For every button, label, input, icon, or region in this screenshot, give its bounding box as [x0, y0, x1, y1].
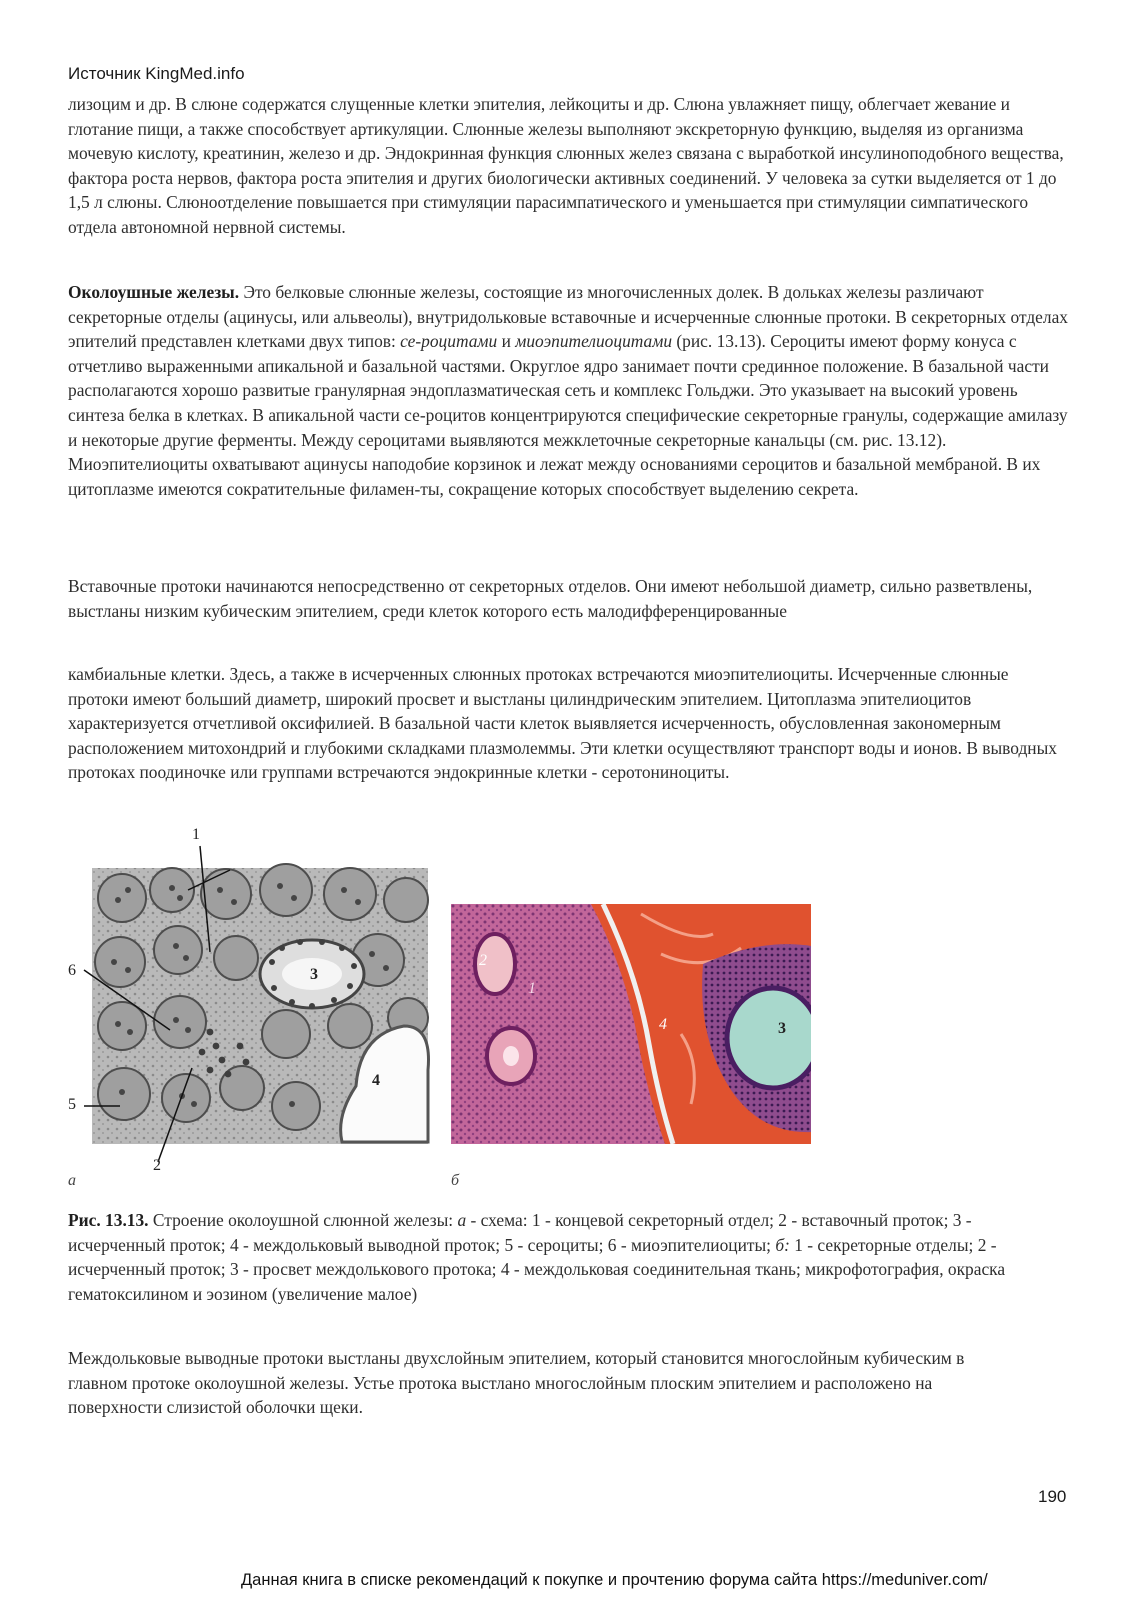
caption-label: Рис. 13.13. — [68, 1210, 149, 1230]
paragraph-text: Это белковые слюнные железы, состоящие из многочисленных долек. В дольках железы различают секреторные отделы (ацинусы, или альвеолы), внутридольковые вставочные и исчерченные слюнные протоки. В секреторных отделах эпителий представлен клетками двух типов: — [68, 282, 1068, 352]
figure-b-label-3: 3 — [778, 1020, 786, 1037]
caption-text: - схема: 1 - концевой секреторный отдел; 2 - вставочный проток; 3 - исчерченный проток; 4 - междольковый выводной проток; 5 - сероциты; 6 - миоэпителиоциты; — [68, 1210, 972, 1255]
figure-a-label-3: 3 — [310, 966, 318, 983]
figure-b-sublabel: б — [451, 1172, 460, 1189]
section-heading: Околоушные железы. — [68, 282, 240, 302]
page-number: 190 — [1038, 1487, 1067, 1506]
figure-a-label-2: 2 — [153, 1157, 161, 1174]
figure-caption — [68, 1208, 1028, 1306]
caption-b: б: — [775, 1234, 790, 1255]
footer-recommendation: Данная книга в списке рекомендаций к покупке и прочтению форума сайта https://meduniver.com/ — [241, 1571, 988, 1589]
caption-text: 1 - секреторные отделы; 2 - исчерченный проток; 3 - просвет междолькового протока; 4 - междольковая соединительная ткань; микрофотография, окраска гематоксилином и эозином (увеличение малое) — [68, 1234, 1006, 1304]
term-serocytes: се-роцитами — [400, 331, 498, 352]
paragraph-interlobular-ducts: Междольковые выводные протоки выстланы двухслойным эпителием, который становится многослойным кубическим в главном протоке околоушной железы. Устье протока выстлано многослойным плоским эпителием и расположено на поверхности слизистой оболочки щеки. — [68, 1348, 965, 1418]
figure-b-label-1: 1 — [528, 980, 536, 997]
paragraph-saliva-functions: лизоцим и др. В слюне содержатся слущенные клетки эпителия, лейкоциты и др. Слюна увлажняет пищу, облегчает жевание и глотание пищи, а также способствует артикуляции. Слюнные железы выполняют экскреторную функцию, выделяя из организма мочевую кислоту, креатинин, железо и др. Эндокринная функция слюнных желез связана с выработкой инсулиноподобного вещества, фактора роста нервов, фактора роста эпителия и других биологически активных соединений. У человека за сутки выделяется от 1 до 1,5 л слюны. Слюноотделение повышается при стимуляции парасимпатического и уменьшается при стимуляции симпатического отдела автономной нервной системы. — [68, 94, 1064, 237]
source-header: Источник KingMed.info — [68, 64, 245, 83]
figure-a-label-1: 1 — [192, 826, 200, 843]
figure-b-micrograph — [451, 904, 811, 1144]
paragraph-parotid-glands — [68, 280, 1068, 501]
figure-a-sublabel: а — [68, 1172, 76, 1189]
caption-a: а — [457, 1210, 467, 1230]
figure-b-label-2: 2 — [479, 952, 487, 969]
figure-a-label-5: 5 — [68, 1096, 76, 1113]
figure-a-label-6: 6 — [68, 962, 76, 979]
figure-b-label-4: 4 — [659, 1016, 667, 1033]
paragraph-intercalated-ducts: Вставочные протоки начинаются непосредственно от секреторных отделов. Они имеют небольшой диаметр, сильно разветвлены, выстланы низким кубическим эпителием, среди клеток которого есть малодифференцированные — [68, 576, 1033, 621]
paragraph-text: (рис. 13.13). Сероциты имеют форму конуса с отчетливо выраженными апикальной и базальной частями. Округлое ядро занимает почти срединное положение. В базальной части располагаются хорошо развитые гранулярная эндоплазматическая сеть и комплекс Гольджи. Это указывает на высокий уровень синтеза белка в клетках. В апикальной части се-роцитов концентрируются специфические секреторные гранулы, содержащие амилазу и некоторые другие ферменты. Между сероцитами выявляются межклеточные секреторные канальцы (см. рис. 13.12). Миоэпителиоциты охватывают ацинусы наподобие корзинок и лежат между основаниями сероцитов и базальной мембраной. В их цитоплазме имеются сократительные филамен-ты, сокращение которых способствует выделению секрета. — [68, 331, 1068, 499]
paragraph-striated-ducts: камбиальные клетки. Здесь, а также в исчерченных слюнных протоках встречаются миоэпителиоциты. Исчерченные слюнные протоки имеют больший диаметр, широкий просвет и выстланы цилиндрическим эпителием. Цитоплазма эпителиоцитов характеризуется отчетливой оксифилией. В базальной части клеток выявляется исчерченность, обусловленная закономерным расположением митохондрий и глубокими складками плазмолеммы. Эти клетки осуществляют транспорт воды и ионов. В выводных протоках поодиночке или группами встречаются эндокринные клетки - серотониноциты. — [68, 664, 1057, 783]
figure-a-schematic — [60, 820, 440, 1180]
figure-a-label-4: 4 — [372, 1072, 380, 1089]
caption-text: Строение околоушной слюнной железы: — [148, 1210, 458, 1230]
term-myoepitheliocytes: миоэпителиоцитами — [515, 331, 673, 352]
paragraph-text: и — [497, 331, 516, 352]
